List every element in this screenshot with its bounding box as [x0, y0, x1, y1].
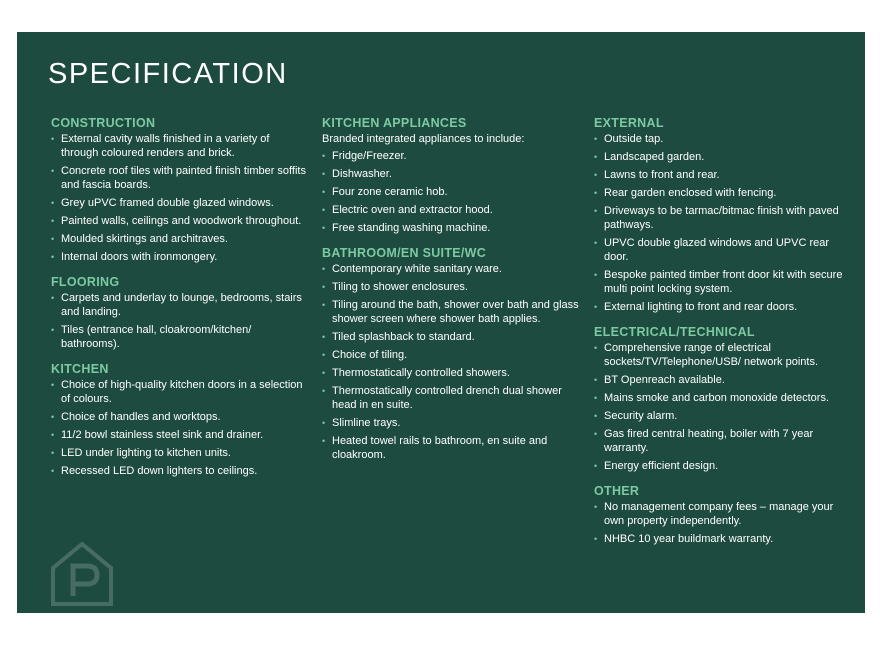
specification-panel: [17, 32, 865, 613]
list-item: • Rear garden enclosed with fencing.: [594, 186, 852, 200]
list-item: • 11/2 bowl stainless steel sink and drainer.: [51, 428, 306, 442]
list-item: • Security alarm.: [594, 409, 852, 423]
list-item: • Mains smoke and carbon monoxide detectors.: [594, 391, 852, 405]
spec-list: [594, 500, 852, 546]
section-intro: Branded integrated appliances to include:: [322, 133, 525, 145]
list-item: • Moulded skirtings and architraves.: [51, 232, 306, 246]
list-item: • Outside tap.: [594, 132, 852, 146]
list-item: • Fridge/Freezer.: [322, 149, 584, 163]
list-item: • Choice of handles and worktops.: [51, 410, 306, 424]
list-item: • Free standing washing machine.: [322, 221, 584, 235]
spec-column-2: [322, 116, 584, 473]
section-external: [594, 116, 852, 314]
section-heading: CONSTRUCTION: [51, 116, 156, 130]
list-item: • Tiling to shower enclosures.: [322, 280, 584, 294]
page-title: SPECIFICATION: [48, 58, 288, 90]
list-item: • No management company fees – manage your own property independently.: [594, 500, 852, 528]
section-heading: KITCHEN: [51, 362, 109, 376]
list-item: • External lighting to front and rear doors.: [594, 300, 852, 314]
section-kitchen-appliances: [322, 116, 584, 235]
section-heading: KITCHEN APPLIANCES: [322, 116, 467, 130]
list-item: • Thermostatically controlled drench dual shower head in en suite.: [322, 384, 584, 412]
section-bathroom-en-suite-wc: [322, 246, 584, 462]
list-item: • Recessed LED down lighters to ceilings.: [51, 464, 306, 478]
list-item: • Grey uPVC framed double glazed windows.: [51, 196, 306, 210]
list-item: • Electric oven and extractor hood.: [322, 203, 584, 217]
list-item: • Choice of tiling.: [322, 348, 584, 362]
spec-column-1: [51, 116, 306, 489]
list-item: • Painted walls, ceilings and woodwork throughout.: [51, 214, 306, 228]
list-item: • Landscaped garden.: [594, 150, 852, 164]
list-item: • Carpets and underlay to lounge, bedrooms, stairs and landing.: [51, 291, 306, 319]
list-item: • BT Openreach available.: [594, 373, 852, 387]
spec-list: [322, 262, 584, 462]
list-item: • Slimline trays.: [322, 416, 584, 430]
section-other: [594, 484, 852, 546]
section-heading: BATHROOM/EN SUITE/WC: [322, 246, 487, 260]
list-item: • Bespoke painted timber front door kit with secure multi point locking system.: [594, 268, 852, 296]
section-kitchen: [51, 362, 306, 478]
spec-list: [51, 291, 306, 351]
spec-column-3: [594, 116, 852, 557]
list-item: • Lawns to front and rear.: [594, 168, 852, 182]
section-heading: ELECTRICAL/TECHNICAL: [594, 325, 755, 339]
section-heading: EXTERNAL: [594, 116, 664, 130]
list-item: • LED under lighting to kitchen units.: [51, 446, 306, 460]
list-item: • Thermostatically controlled showers.: [322, 366, 584, 380]
section-heading: FLOORING: [51, 275, 120, 289]
list-item: • Dishwasher.: [322, 167, 584, 181]
spec-list: [594, 132, 852, 314]
section-flooring: [51, 275, 306, 351]
list-item: • Driveways to be tarmac/bitmac finish with paved pathways.: [594, 204, 852, 232]
list-item: • Comprehensive range of electrical sockets/TV/Telephone/USB/ network points.: [594, 341, 852, 369]
list-item: • Internal doors with ironmongery.: [51, 250, 306, 264]
list-item: • Tiled splashback to standard.: [322, 330, 584, 344]
list-item: • Tiling around the bath, shower over bath and glass shower screen where shower bath applies.: [322, 298, 584, 326]
list-item: • Four zone ceramic hob.: [322, 185, 584, 199]
list-item: • Energy efficient design.: [594, 459, 852, 473]
spec-list: [51, 378, 306, 478]
spec-list: [322, 149, 584, 235]
list-item: • External cavity walls finished in a variety of through coloured renders and brick.: [51, 132, 306, 160]
list-item: • Contemporary white sanitary ware.: [322, 262, 584, 276]
section-heading: OTHER: [594, 484, 640, 498]
section-electrical-technical: [594, 325, 852, 473]
list-item: • Choice of high-quality kitchen doors in a selection of colours.: [51, 378, 306, 406]
house-p-logo-icon: [49, 538, 115, 608]
list-item: • Heated towel rails to bathroom, en suite and cloakroom.: [322, 434, 584, 462]
spec-list: [51, 132, 306, 264]
list-item: • Tiles (entrance hall, cloakroom/kitchen/ bathrooms).: [51, 323, 306, 351]
list-item: • Gas fired central heating, boiler with 7 year warranty.: [594, 427, 852, 455]
spec-list: [594, 341, 852, 473]
list-item: • UPVC double glazed windows and UPVC rear door.: [594, 236, 852, 264]
list-item: • Concrete roof tiles with painted finish timber soffits and fascia boards.: [51, 164, 306, 192]
section-construction: [51, 116, 306, 264]
list-item: • NHBC 10 year buildmark warranty.: [594, 532, 852, 546]
